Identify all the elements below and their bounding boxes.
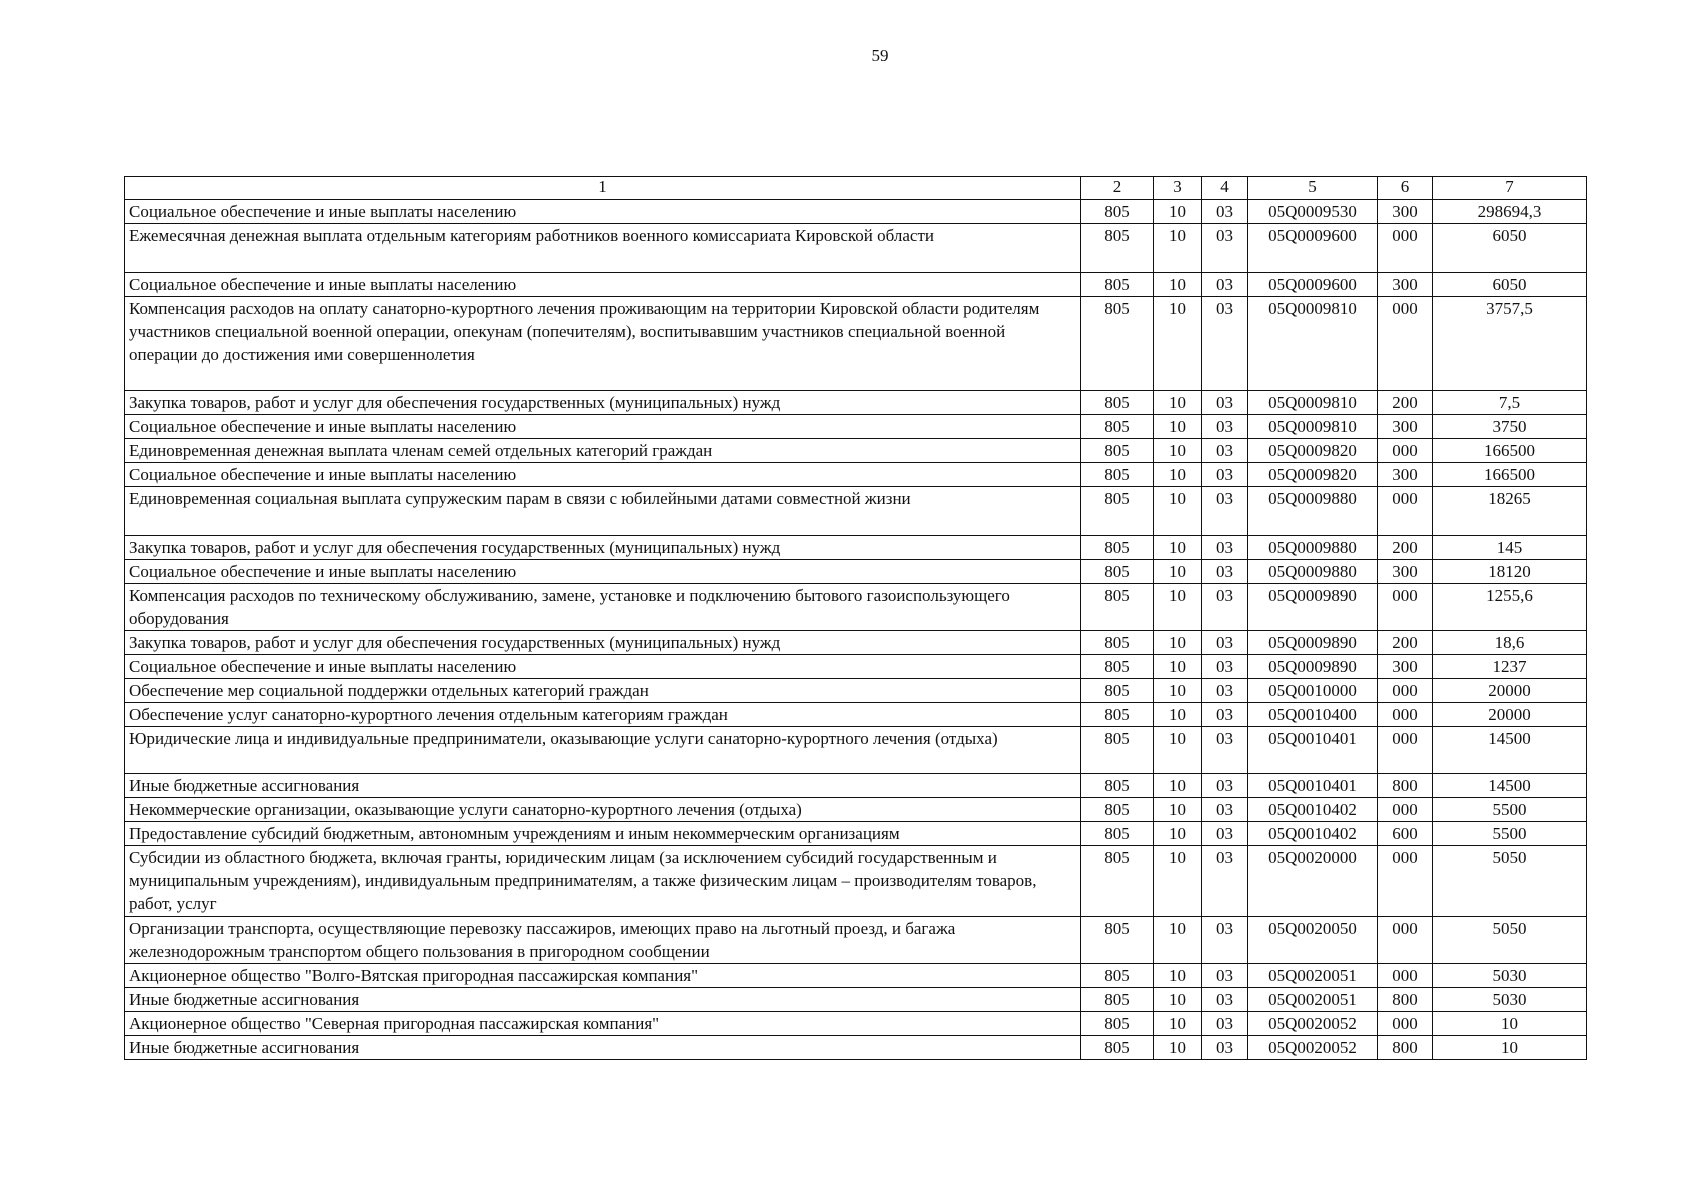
row-description: Закупка товаров, работ и услуг для обеспечения государственных (муниципальных) нужд [125, 631, 1081, 655]
ministry-code: 805 [1081, 1036, 1154, 1060]
section-code: 10 [1154, 1012, 1202, 1036]
subsection-code: 03 [1202, 846, 1248, 917]
table-row [125, 679, 1587, 703]
subsection-code: 03 [1202, 631, 1248, 655]
table-row [125, 224, 1587, 273]
ministry-code: 805 [1081, 415, 1154, 439]
amount-value: 18120 [1433, 560, 1587, 584]
amount-value: 20000 [1433, 679, 1587, 703]
target-article-code: 05Q0009600 [1248, 224, 1378, 273]
row-description: Некоммерческие организации, оказывающие услуги санаторно-курортного лечения (отдыха) [125, 798, 1081, 822]
table-row [125, 415, 1587, 439]
expense-type-code: 000 [1378, 846, 1433, 917]
amount-value: 10 [1433, 1012, 1587, 1036]
amount-value: 166500 [1433, 439, 1587, 463]
expense-type-code: 000 [1378, 439, 1433, 463]
ministry-code: 805 [1081, 536, 1154, 560]
table-row [125, 727, 1587, 774]
header-row [125, 177, 1587, 200]
target-article-code: 05Q0009530 [1248, 200, 1378, 224]
ministry-code: 805 [1081, 964, 1154, 988]
row-description: Ежемесячная денежная выплата отдельным категориям работников военного комиссариата Кировской области [125, 224, 1081, 273]
expense-type-code: 000 [1378, 224, 1433, 273]
section-code: 10 [1154, 964, 1202, 988]
amount-value: 6050 [1433, 224, 1587, 273]
table-row [125, 584, 1587, 631]
expense-type-code: 600 [1378, 822, 1433, 846]
amount-value: 5050 [1433, 917, 1587, 964]
ministry-code: 805 [1081, 1012, 1154, 1036]
expense-type-code: 800 [1378, 774, 1433, 798]
column-header: 4 [1202, 177, 1248, 200]
row-description: Закупка товаров, работ и услуг для обеспечения государственных (муниципальных) нужд [125, 536, 1081, 560]
section-code: 10 [1154, 631, 1202, 655]
amount-value: 145 [1433, 536, 1587, 560]
row-description: Акционерное общество "Волго-Вятская пригородная пассажирская компания" [125, 964, 1081, 988]
section-code: 10 [1154, 297, 1202, 391]
expense-type-code: 000 [1378, 297, 1433, 391]
target-article-code: 05Q0020050 [1248, 917, 1378, 964]
column-header: 2 [1081, 177, 1154, 200]
table-row [125, 560, 1587, 584]
subsection-code: 03 [1202, 727, 1248, 774]
target-article-code: 05Q0009890 [1248, 655, 1378, 679]
expense-type-code: 200 [1378, 536, 1433, 560]
amount-value: 5500 [1433, 798, 1587, 822]
expense-type-code: 300 [1378, 655, 1433, 679]
amount-value: 14500 [1433, 774, 1587, 798]
table-row [125, 988, 1587, 1012]
target-article-code: 05Q0020000 [1248, 846, 1378, 917]
section-code: 10 [1154, 560, 1202, 584]
table-row [125, 536, 1587, 560]
section-code: 10 [1154, 584, 1202, 631]
row-description: Социальное обеспечение и иные выплаты населению [125, 560, 1081, 584]
subsection-code: 03 [1202, 200, 1248, 224]
section-code: 10 [1154, 1036, 1202, 1060]
section-code: 10 [1154, 774, 1202, 798]
expense-type-code: 300 [1378, 200, 1433, 224]
row-description: Субсидии из областного бюджета, включая гранты, юридическим лицам (за исключением субсидий государственным и муниципальным учреждениям), индивидуальным предпринимателям, а также физическим лицам – производителям товаров, работ, услуг [125, 846, 1081, 917]
ministry-code: 805 [1081, 774, 1154, 798]
ministry-code: 805 [1081, 391, 1154, 415]
target-article-code: 05Q0020051 [1248, 988, 1378, 1012]
row-description: Иные бюджетные ассигнования [125, 1036, 1081, 1060]
row-description: Организации транспорта, осуществляющие перевозку пассажиров, имеющих право на льготный проезд, и багажа железнодорожным транспортом общего пользования в пригородном сообщении [125, 917, 1081, 964]
ministry-code: 805 [1081, 822, 1154, 846]
target-article-code: 05Q0010402 [1248, 822, 1378, 846]
table-row [125, 917, 1587, 964]
ministry-code: 805 [1081, 224, 1154, 273]
subsection-code: 03 [1202, 655, 1248, 679]
expense-type-code: 000 [1378, 1012, 1433, 1036]
amount-value: 18,6 [1433, 631, 1587, 655]
amount-value: 5500 [1433, 822, 1587, 846]
page-number: 59 [871, 46, 889, 65]
table-row [125, 200, 1587, 224]
section-code: 10 [1154, 536, 1202, 560]
target-article-code: 05Q0009880 [1248, 536, 1378, 560]
section-code: 10 [1154, 487, 1202, 536]
subsection-code: 03 [1202, 584, 1248, 631]
subsection-code: 03 [1202, 988, 1248, 1012]
target-article-code: 05Q0009820 [1248, 463, 1378, 487]
target-article-code: 05Q0009600 [1248, 273, 1378, 297]
expense-type-code: 000 [1378, 584, 1433, 631]
row-description: Иные бюджетные ассигнования [125, 988, 1081, 1012]
expense-type-code: 800 [1378, 1036, 1433, 1060]
subsection-code: 03 [1202, 487, 1248, 536]
expense-type-code: 000 [1378, 487, 1433, 536]
ministry-code: 805 [1081, 631, 1154, 655]
ministry-code: 805 [1081, 988, 1154, 1012]
column-header: 6 [1378, 177, 1433, 200]
section-code: 10 [1154, 988, 1202, 1012]
expense-type-code: 000 [1378, 798, 1433, 822]
expense-type-code: 000 [1378, 703, 1433, 727]
expense-type-code: 200 [1378, 391, 1433, 415]
row-description: Иные бюджетные ассигнования [125, 774, 1081, 798]
ministry-code: 805 [1081, 584, 1154, 631]
ministry-code: 805 [1081, 273, 1154, 297]
amount-value: 3757,5 [1433, 297, 1587, 391]
ministry-code: 805 [1081, 487, 1154, 536]
section-code: 10 [1154, 463, 1202, 487]
target-article-code: 05Q0009820 [1248, 439, 1378, 463]
expense-type-code: 000 [1378, 727, 1433, 774]
table-row [125, 822, 1587, 846]
expense-type-code: 000 [1378, 679, 1433, 703]
table-row [125, 703, 1587, 727]
amount-value: 298694,3 [1433, 200, 1587, 224]
column-header: 7 [1433, 177, 1587, 200]
amount-value: 1255,6 [1433, 584, 1587, 631]
row-description: Юридические лица и индивидуальные предприниматели, оказывающие услуги санаторно-курортного лечения (отдыха) [125, 727, 1081, 774]
ministry-code: 805 [1081, 917, 1154, 964]
table-row [125, 846, 1587, 917]
table-row [125, 631, 1587, 655]
expense-type-code: 800 [1378, 988, 1433, 1012]
subsection-code: 03 [1202, 415, 1248, 439]
ministry-code: 805 [1081, 798, 1154, 822]
amount-value: 7,5 [1433, 391, 1587, 415]
section-code: 10 [1154, 200, 1202, 224]
subsection-code: 03 [1202, 1012, 1248, 1036]
section-code: 10 [1154, 679, 1202, 703]
row-description: Обеспечение мер социальной поддержки отдельных категорий граждан [125, 679, 1081, 703]
amount-value: 5030 [1433, 988, 1587, 1012]
row-description: Единовременная денежная выплата членам семей отдельных категорий граждан [125, 439, 1081, 463]
subsection-code: 03 [1202, 463, 1248, 487]
target-article-code: 05Q0020052 [1248, 1012, 1378, 1036]
table-row [125, 297, 1587, 391]
ministry-code: 805 [1081, 679, 1154, 703]
target-article-code: 05Q0009810 [1248, 391, 1378, 415]
expense-type-code: 000 [1378, 964, 1433, 988]
target-article-code: 05Q0009890 [1248, 584, 1378, 631]
ministry-code: 805 [1081, 439, 1154, 463]
subsection-code: 03 [1202, 439, 1248, 463]
subsection-code: 03 [1202, 560, 1248, 584]
row-description: Компенсация расходов по техническому обслуживанию, замене, установке и подключению бытового газоиспользующего оборудования [125, 584, 1081, 631]
section-code: 10 [1154, 703, 1202, 727]
row-description: Социальное обеспечение и иные выплаты населению [125, 200, 1081, 224]
amount-value: 18265 [1433, 487, 1587, 536]
target-article-code: 05Q0010402 [1248, 798, 1378, 822]
table-row [125, 774, 1587, 798]
target-article-code: 05Q0009880 [1248, 487, 1378, 536]
subsection-code: 03 [1202, 679, 1248, 703]
target-article-code: 05Q0020052 [1248, 1036, 1378, 1060]
row-description: Компенсация расходов на оплату санаторно-курортного лечения проживающим на территории Кировской области родителям участников специальной военной операции, опекунам (попечителям), воспитывавшим участников специальной военной операции до достижения ими совершеннолетия [125, 297, 1081, 391]
table-row [125, 273, 1587, 297]
target-article-code: 05Q0009880 [1248, 560, 1378, 584]
amount-value: 3750 [1433, 415, 1587, 439]
table-row [125, 487, 1587, 536]
subsection-code: 03 [1202, 273, 1248, 297]
section-code: 10 [1154, 391, 1202, 415]
target-article-code: 05Q0010400 [1248, 703, 1378, 727]
target-article-code: 05Q0010000 [1248, 679, 1378, 703]
row-description: Акционерное общество "Северная пригородная пассажирская компания" [125, 1012, 1081, 1036]
row-description: Закупка товаров, работ и услуг для обеспечения государственных (муниципальных) нужд [125, 391, 1081, 415]
table-row [125, 1036, 1587, 1060]
section-code: 10 [1154, 224, 1202, 273]
ministry-code: 805 [1081, 200, 1154, 224]
target-article-code: 05Q0020051 [1248, 964, 1378, 988]
section-code: 10 [1154, 727, 1202, 774]
amount-value: 6050 [1433, 273, 1587, 297]
section-code: 10 [1154, 846, 1202, 917]
amount-value: 166500 [1433, 463, 1587, 487]
subsection-code: 03 [1202, 224, 1248, 273]
row-description: Предоставление субсидий бюджетным, автономным учреждениям и иным некоммерческим организациям [125, 822, 1081, 846]
row-description: Обеспечение услуг санаторно-курортного лечения отдельным категориям граждан [125, 703, 1081, 727]
target-article-code: 05Q0009890 [1248, 631, 1378, 655]
subsection-code: 03 [1202, 798, 1248, 822]
section-code: 10 [1154, 822, 1202, 846]
section-code: 10 [1154, 415, 1202, 439]
table-row [125, 439, 1587, 463]
subsection-code: 03 [1202, 703, 1248, 727]
table-row [125, 463, 1587, 487]
subsection-code: 03 [1202, 964, 1248, 988]
table-row [125, 655, 1587, 679]
target-article-code: 05Q0010401 [1248, 727, 1378, 774]
amount-value: 5030 [1433, 964, 1587, 988]
amount-value: 1237 [1433, 655, 1587, 679]
subsection-code: 03 [1202, 536, 1248, 560]
amount-value: 20000 [1433, 703, 1587, 727]
expense-type-code: 200 [1378, 631, 1433, 655]
target-article-code: 05Q0010401 [1248, 774, 1378, 798]
target-article-code: 05Q0009810 [1248, 297, 1378, 391]
budget-table [124, 176, 1587, 1060]
section-code: 10 [1154, 917, 1202, 964]
expense-type-code: 300 [1378, 273, 1433, 297]
table-row [125, 391, 1587, 415]
subsection-code: 03 [1202, 1036, 1248, 1060]
ministry-code: 805 [1081, 297, 1154, 391]
section-code: 10 [1154, 655, 1202, 679]
subsection-code: 03 [1202, 297, 1248, 391]
section-code: 10 [1154, 273, 1202, 297]
subsection-code: 03 [1202, 391, 1248, 415]
target-article-code: 05Q0009810 [1248, 415, 1378, 439]
expense-type-code: 300 [1378, 463, 1433, 487]
row-description: Социальное обеспечение и иные выплаты населению [125, 273, 1081, 297]
section-code: 10 [1154, 439, 1202, 463]
amount-value: 14500 [1433, 727, 1587, 774]
row-description: Социальное обеспечение и иные выплаты населению [125, 463, 1081, 487]
column-header: 5 [1248, 177, 1378, 200]
row-description: Социальное обеспечение и иные выплаты населению [125, 655, 1081, 679]
ministry-code: 805 [1081, 703, 1154, 727]
ministry-code: 805 [1081, 655, 1154, 679]
table-row [125, 798, 1587, 822]
row-description: Единовременная социальная выплата супружеским парам в связи с юбилейными датами совместной жизни [125, 487, 1081, 536]
subsection-code: 03 [1202, 774, 1248, 798]
row-description: Социальное обеспечение и иные выплаты населению [125, 415, 1081, 439]
amount-value: 10 [1433, 1036, 1587, 1060]
amount-value: 5050 [1433, 846, 1587, 917]
ministry-code: 805 [1081, 560, 1154, 584]
column-header: 1 [125, 177, 1081, 200]
column-header: 3 [1154, 177, 1202, 200]
table-row [125, 1012, 1587, 1036]
expense-type-code: 300 [1378, 415, 1433, 439]
table-row [125, 964, 1587, 988]
expense-type-code: 300 [1378, 560, 1433, 584]
ministry-code: 805 [1081, 846, 1154, 917]
subsection-code: 03 [1202, 917, 1248, 964]
subsection-code: 03 [1202, 822, 1248, 846]
section-code: 10 [1154, 798, 1202, 822]
expense-type-code: 000 [1378, 917, 1433, 964]
ministry-code: 805 [1081, 727, 1154, 774]
ministry-code: 805 [1081, 463, 1154, 487]
